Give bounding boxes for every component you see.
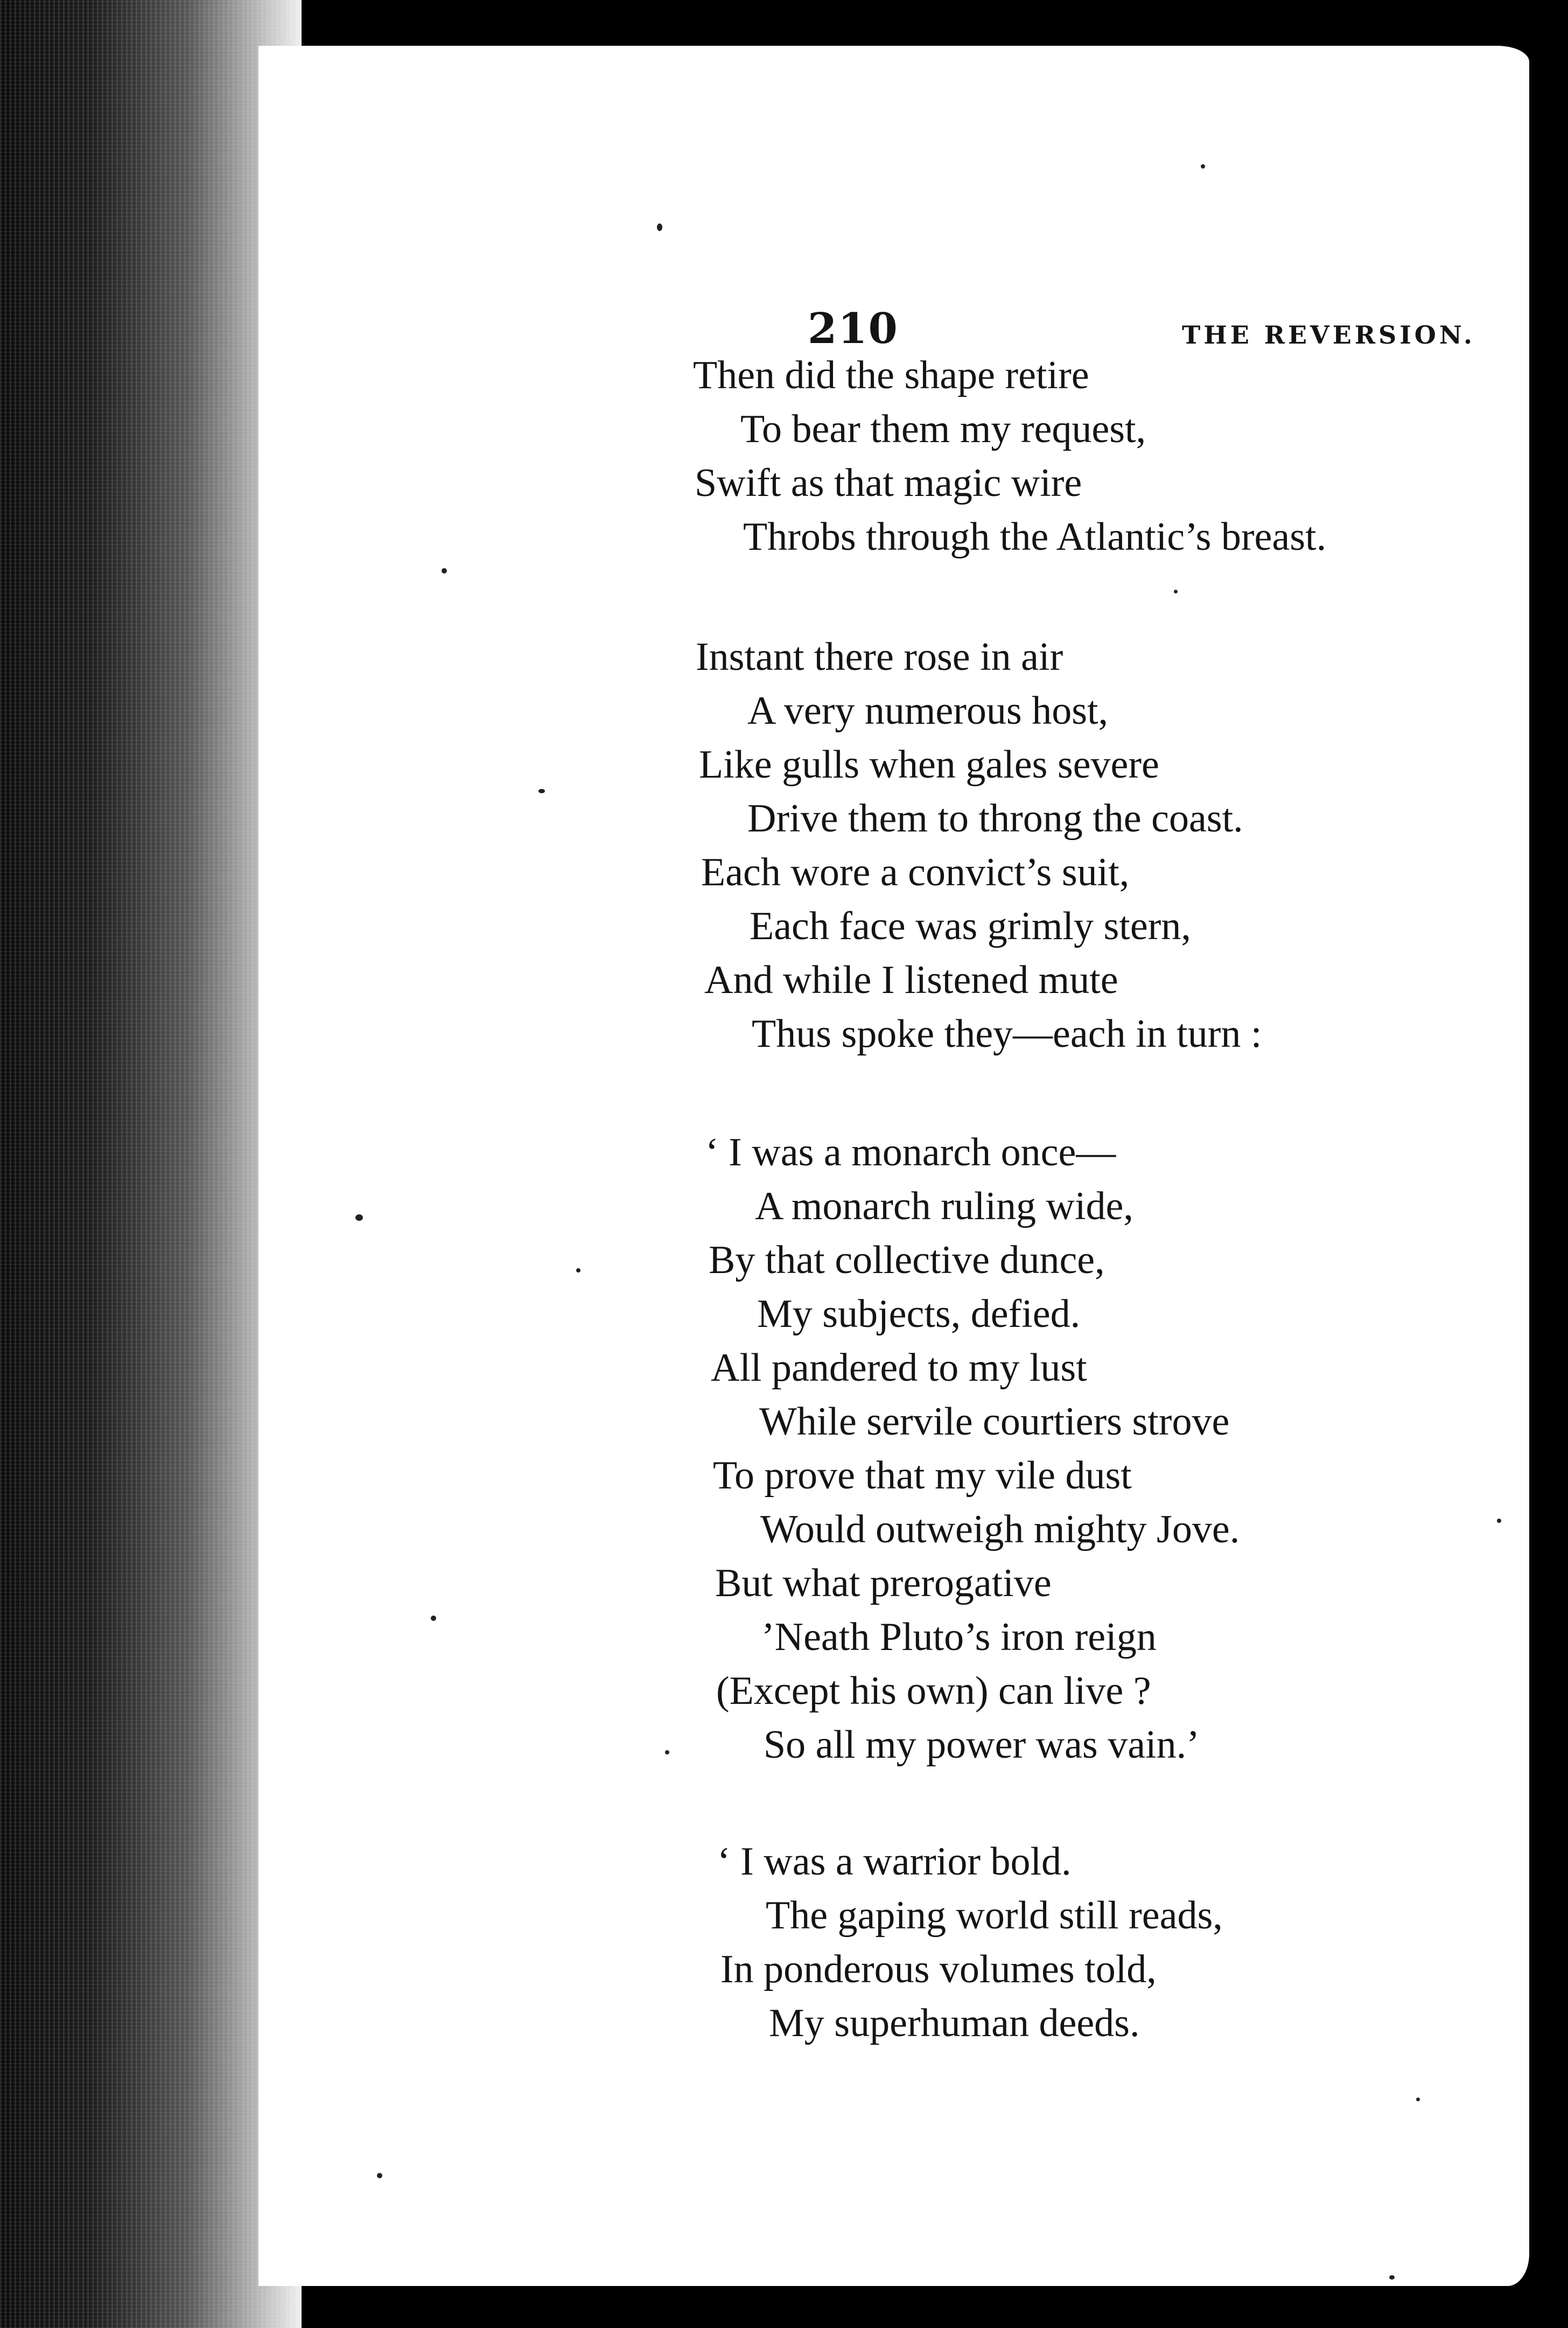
poem-line: By that collective dunce, (709, 1238, 1105, 1282)
scan-speck (657, 223, 662, 231)
scan-speck (1201, 164, 1205, 169)
scan-speck (665, 1750, 669, 1754)
poem-line: (Except his own) can live ? (716, 1669, 1151, 1713)
poem-line: And while I listened mute (704, 958, 1118, 1002)
scan-speck (1416, 2098, 1420, 2101)
poem-line: A very numerous host, (747, 689, 1109, 733)
scan-speck (442, 568, 447, 574)
poem-line: My superhuman deeds. (769, 2001, 1140, 2045)
poem-line: To prove that my vile dust (713, 1453, 1132, 1498)
page-number: 210 (808, 304, 899, 353)
poem-line: Then did the shape retire (693, 353, 1089, 397)
scan-speck (377, 2173, 382, 2178)
poem-line: The gaping world still reads, (766, 1893, 1223, 1938)
poem-line: All pandered to my lust (711, 1346, 1087, 1390)
poem-line: A monarch ruling wide, (755, 1184, 1133, 1228)
scan-speck (431, 1616, 436, 1621)
poem-line: Drive them to throng the coast. (747, 796, 1243, 841)
scan-speck (1497, 1519, 1501, 1523)
poem-line: My subjects, defied. (757, 1292, 1081, 1336)
poem-line: ‘ I was a monarch once— (705, 1130, 1116, 1175)
scan-speck (538, 789, 545, 793)
poem-line: But what prerogative (715, 1561, 1052, 1605)
poem-line: In ponderous volumes told, (720, 1947, 1157, 1991)
poem-line: Thus spoke they—each in turn : (752, 1012, 1262, 1056)
poem-line: ‘ I was a warrior bold. (717, 1840, 1072, 1884)
book-gutter-shadow (0, 0, 302, 2328)
scan-speck (355, 1214, 363, 1221)
poem-line: ’Neath Pluto’s iron reign (761, 1615, 1157, 1659)
poem-line: Each face was grimly stern, (750, 904, 1191, 948)
book-page (258, 46, 1529, 2286)
poem-line: While servile courtiers strove (759, 1400, 1230, 1444)
poem-line: Throbs through the Atlantic’s breast. (743, 515, 1327, 559)
poem-line: So all my power was vain.’ (764, 1723, 1200, 1767)
scan-speck (1389, 2275, 1395, 2280)
poem-line: Would outweigh mighty Jove. (760, 1507, 1240, 1551)
poem-line: Each wore a convict’s suit, (701, 850, 1130, 894)
poem-line: Like gulls when gales severe (699, 743, 1159, 787)
poem-line: To bear them my request, (740, 407, 1146, 451)
poem-line: Swift as that magic wire (695, 461, 1082, 505)
scan-speck (1174, 590, 1178, 593)
scan-speck (576, 1268, 580, 1273)
running-head: THE REVERSION. (1182, 320, 1475, 349)
poem-line: Instant there rose in air (696, 635, 1063, 679)
